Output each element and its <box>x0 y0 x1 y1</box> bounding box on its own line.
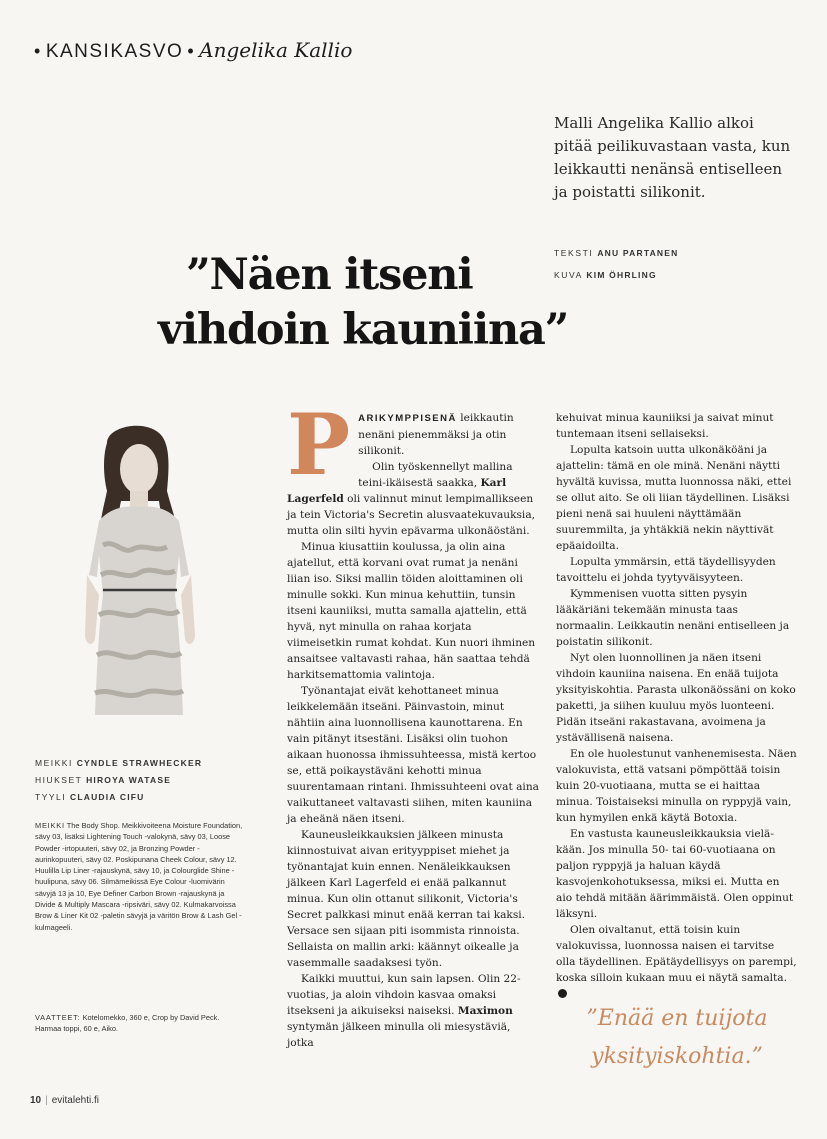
bold-name: Karl Lagerfeld <box>287 477 507 505</box>
credit-name: CLAUDIA CIFU <box>70 792 145 802</box>
makeup-details <box>35 820 245 933</box>
article-headline <box>158 248 726 358</box>
paragraph: Kauneusleikkauksien jälkeen minusta kiinnostuivat aivan erityyppiset miehet ja työnantajat kuin ennen. Nenäleikkauksen jälkeen Karl Lagerfeld ei enää palkannut minua. Kun olin ottanut silikonit, Victoria's Secret palkkasi minut enää kerran tai kaksi. Versace sen sijaan piti isommista rinnoista. Sellaista on mallin arki: käännyt oikealle ja vasemmalle saadaksesi työn. <box>287 829 526 969</box>
footer-divider: | <box>45 1095 48 1106</box>
cover-name-script: Angelika Kallio <box>199 38 353 62</box>
pull-quote: ”Enää en tuijota yksityiskohtia.” <box>586 1006 768 1069</box>
site-url[interactable]: evitalehti.fi <box>51 1095 99 1106</box>
credit-label: TYYLI <box>35 792 67 802</box>
paragraph: Lopulta ymmärsin, että täydellisyyden tavoittelu ei johda tyytyväisyyteen. <box>556 556 776 584</box>
clothes-details <box>35 1012 245 1035</box>
credit-hair <box>35 772 202 789</box>
page-footer <box>30 1095 99 1106</box>
model-portrait-photo <box>63 425 231 715</box>
makeup-label: MEIKKI <box>35 821 65 830</box>
credit-label: TEKSTI <box>554 248 594 258</box>
end-mark-icon <box>558 989 567 998</box>
kicker-dot: • <box>187 41 196 61</box>
clothes-text: Kotelomekko, 360 e, Crop by David Peck. Harmaa toppi, 60 e, Aiko. <box>35 1013 220 1034</box>
makeup-text: The Body Shop. Meikkivoiteena Moisture Foundation, sävy 03, lisäksi Lightening Touch -valokynä, sävy 03, Loose Powder -irtopuuteri, sävy 02, ja Bronzing Powder -aurinkopuuteri, sävy 02. Poskipunana Cheek Colour, sävy 12. Huulilla Lip Liner -rajauskynä, sävy 10, ja Colourglide Shine -huulipuna, sävy 06. Silmämeikissä Eye Colour -luomivärin sävyjä 13 ja 10, Eye Definer Carbon Brown -rajauskynä ja Divide & Multiply Mascara -ripsiväri, sävy 02. Kulmakarvoissa Brow & Liner Kit 02 -paletin sävyjä ja väritön Brow & Lash Gel -kulmageeli. <box>35 821 243 932</box>
paragraph-text: oli valinnut minut lempimallikseen ja tein Victoria's Secretin alusvaatekuvauksia, mutta olin silti hyvin epävarma ulkonäöstäni. <box>287 493 536 537</box>
article-deck: Malli Angelika Kallio alkoi pitää peilikuvastaan vasta, kun leikkautti nenänsä entiselleen ja poistatti silikonit. <box>554 114 791 201</box>
bold-name: Maximon <box>457 1005 513 1017</box>
credit-style <box>35 789 202 806</box>
section-label: KANSIKASVO <box>45 41 184 62</box>
paragraph: Kymmenisen vuotta sitten pysyin lääkäriäni tekemään minusta taas normaalin. Leikkautin nenäni entiselleen ja poistatin silikonit. <box>556 588 790 648</box>
paragraph: kehuivat minua kauniiksi ja saivat minut tuntemaan itseni sellaiseksi. <box>556 412 774 440</box>
paragraph-text: leikkautin nenäni pienemmäksi ja otin silikonit. <box>358 412 514 457</box>
headline-line-1: ”Näen itseni <box>186 250 473 300</box>
credit-label: MEIKKI <box>35 758 73 768</box>
headline-line-2: vihdoin kauniina” <box>158 305 569 355</box>
paragraph <box>287 971 539 1051</box>
credit-name: KIM ÖHRLING <box>586 270 657 280</box>
clothes-label: VAATTEET: <box>35 1013 81 1022</box>
paragraph: En ole huolestunut vanhenemisesta. Näen valokuvista, että vatsani pömpöttää toisin kuin 20-vuotiaana, mutta se ei haittaa minua. Toistaiseksi minulla on ryppyjä vain, kun hymyilen enkä käytä Botoxia. <box>556 748 797 824</box>
photo-credits <box>35 755 202 806</box>
lead-in: ARIKYMPPISENÄ <box>358 413 457 424</box>
paragraph: Lopulta katsoin uutta ulkonäköäni ja ajattelin: tämä en ole minä. Nenäni näytti hyvältä kuvissa, mutta luonnossa näki, ettei se ollut aito. Se oli liian täydellinen. Lisäksi pieni nenä sai huuleni näyttämään suuremmilta, ja yhtäkkiä nekin näyttivät epäaidoilta. <box>556 444 792 552</box>
paragraph-text: Kaikki muuttui, kun sain lapsen. Olin 22-vuotias, ja aloin vihdoin kasvaa omaksi itsekseni ja aikuiseksi naiseksi. <box>287 973 521 1017</box>
page-number: 10 <box>30 1095 42 1106</box>
credit-makeup <box>35 755 202 772</box>
paragraph: Nyt olen luonnollinen ja näen itseni vihdoin kauniina naisena. En enää tuijota yksityiskohtia. Parasta ulkonäössäni on koko paketti, ja siihen kuuluu myös luonteeni. Pidän itseäni rakastavana, avoimena ja ystävällisenä naisena. <box>556 652 796 744</box>
credit-name: HIROYA WATASE <box>86 775 172 785</box>
paragraph <box>556 922 797 1002</box>
credit-label: KUVA <box>554 270 583 280</box>
paragraph: En vastusta kauneusleikkauksia vieläkään. Jos minulla 50- tai 60-vuotiaana on paljon ryppyjä ja haluan käydä kasvojenkohotuksessa, miksi ei. Mutta en aio tehdä mitään äärimmäistä. Olen oppinut läksyni. <box>556 828 794 920</box>
credit-name: ANU PARTANEN <box>597 248 679 258</box>
paragraph: Työnantajat eivät kehottaneet minua leikkelemään itseäni. Päinvastoin, minut nähtiin aina luonnollisena kaunottarena. En vain pitänyt itsestäni. Lisäksi olin tuohon aikaan huonossa ihmissuhteessa, mistä kertoo se, että poikaystäväni kehotti minua suurentamaan rintani. Ihmissuhteeni ovat aina vaikuttaneet valtavasti siihen, miten kauniina ja eheänä näen itseni. <box>287 685 539 825</box>
paragraph-text: Olen oivaltanut, että toisin kuin valokuvissa, luonnossa naisen ei tarvitse olla täydellinen. Epätäydellisyys on parempi, koska silloin kukaan muu ei näytä samalta. <box>556 924 797 984</box>
body-column-1 <box>287 395 539 1051</box>
paragraph-text: Olin työskennellyt mallina teini-ikäisestä saakka, <box>358 461 513 489</box>
credit-label: HIUKSET <box>35 775 83 785</box>
section-kicker <box>30 38 352 63</box>
body-column-2 <box>556 410 797 1002</box>
drop-cap: P <box>287 395 351 494</box>
credit-name: CYNDLE STRAWHECKER <box>76 758 203 768</box>
paragraph: Minua kiusattiin koulussa, ja olin aina ajatellut, että korvani ovat rumat ja nenäni liian iso. Siksi mallin töiden aloittaminen oli minulle sokki. Kun minua kehuttiin, tunsin itseni kauniiksi, mutta samalla ajattelin, että hyvä, nyt minulla on rahaa korjata viimeisetkin rumat kohdat. Kun nuori ihminen ansaitsee valtavasti rahaa, hän saattaa tehdä harkitsemattomia valintoja. <box>287 541 536 681</box>
kicker-dot: • <box>34 41 42 61</box>
paragraph-text: syntymän jälkeen minulla oli miesystäviä, jotka <box>287 1021 511 1049</box>
